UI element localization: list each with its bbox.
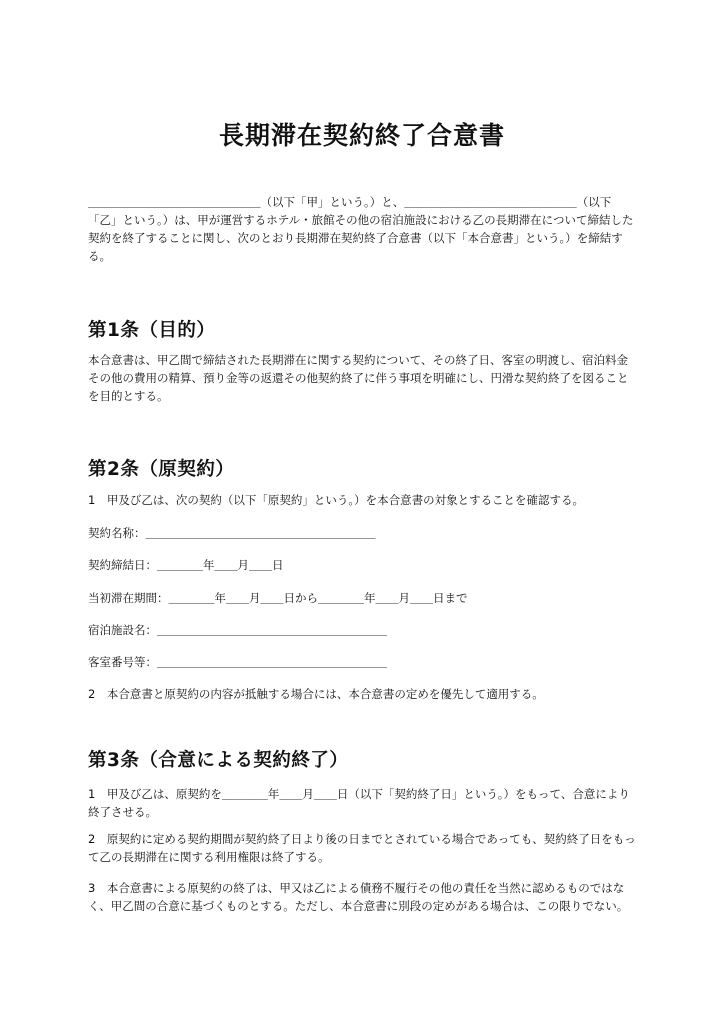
article-3-clause-1: 1 甲及び乙は、原契約を＿＿＿＿年＿＿月＿＿日（以下「契約終了日」という。）をもって、合意により終了させる。 bbox=[88, 787, 630, 819]
article-3-heading: 第3条（合意による契約終了） bbox=[88, 750, 349, 771]
initial-period-field: 当初滞在期間：＿＿＿＿年＿＿月＿＿日から＿＿＿＿年＿＿月＿＿日まで bbox=[88, 591, 468, 605]
article-1-heading: 第1条（目的） bbox=[88, 320, 216, 341]
contract-name-field: 契約名称：＿＿＿＿＿＿＿＿＿＿＿＿＿＿＿＿＿＿＿＿ bbox=[88, 526, 376, 540]
article-3-clause-3: 3 本合意書による原契約の終了は、甲又は乙による債務不履行その他の責任を当然に認めるものではなく、甲乙間の合意に基づくものとする。ただし、本合意書に別段の定めがある場合は、この限りでない。 bbox=[88, 881, 629, 913]
article-2-clause-2: 2 本合意書と原契約の内容が抵触する場合には、本合意書の定めを優先して適用する。 bbox=[88, 687, 544, 701]
facility-name-field: 宿泊施設名：＿＿＿＿＿＿＿＿＿＿＿＿＿＿＿＿＿＿＿＿ bbox=[88, 623, 387, 637]
article-2-clause-1: 1 甲及び乙は、次の契約（以下「原契約」という。）を本合意書の対象とすることを確認する。 bbox=[88, 493, 585, 507]
article-1-body: 本合意書は、甲乙間で締結された長期滞在に関する契約について、その終了日、客室の明渡し、宿泊料金その他の費用の精算、預り金等の返還その他契約終了に伴う事項を明確にし、円滑な契約終了を図ることを目的とする。 bbox=[88, 353, 629, 403]
contract-date-field: 契約締結日：＿＿＿＿年＿＿月＿＿日 bbox=[88, 558, 284, 572]
room-number-field: 客室番号等：＿＿＿＿＿＿＿＿＿＿＿＿＿＿＿＿＿＿＿＿ bbox=[88, 655, 387, 669]
preamble-paragraph: ＿＿＿＿＿＿＿＿＿＿＿＿＿＿＿（以下「甲」という。）と、＿＿＿＿＿＿＿＿＿＿＿＿＿＿＿（以下「乙」という。）は、甲が運営するホテル・旅館その他の宿泊施設における乙の長期滞在について締結した契約を終了することに関し、次のとおり長期滞在契約終了合意書（以下「本合意書」という。）を締結する。 bbox=[88, 195, 634, 263]
article-2-heading: 第2条（原契約） bbox=[88, 459, 235, 480]
document-title: 長期滞在契約終了合意書 bbox=[218, 121, 505, 150]
article-3-clause-2: 2 原契約に定める契約期間が契約終了日より後の日までとされている場合であっても、契約終了日をもって乙の長期滞在に関する利用権限は終了する。 bbox=[88, 832, 636, 864]
